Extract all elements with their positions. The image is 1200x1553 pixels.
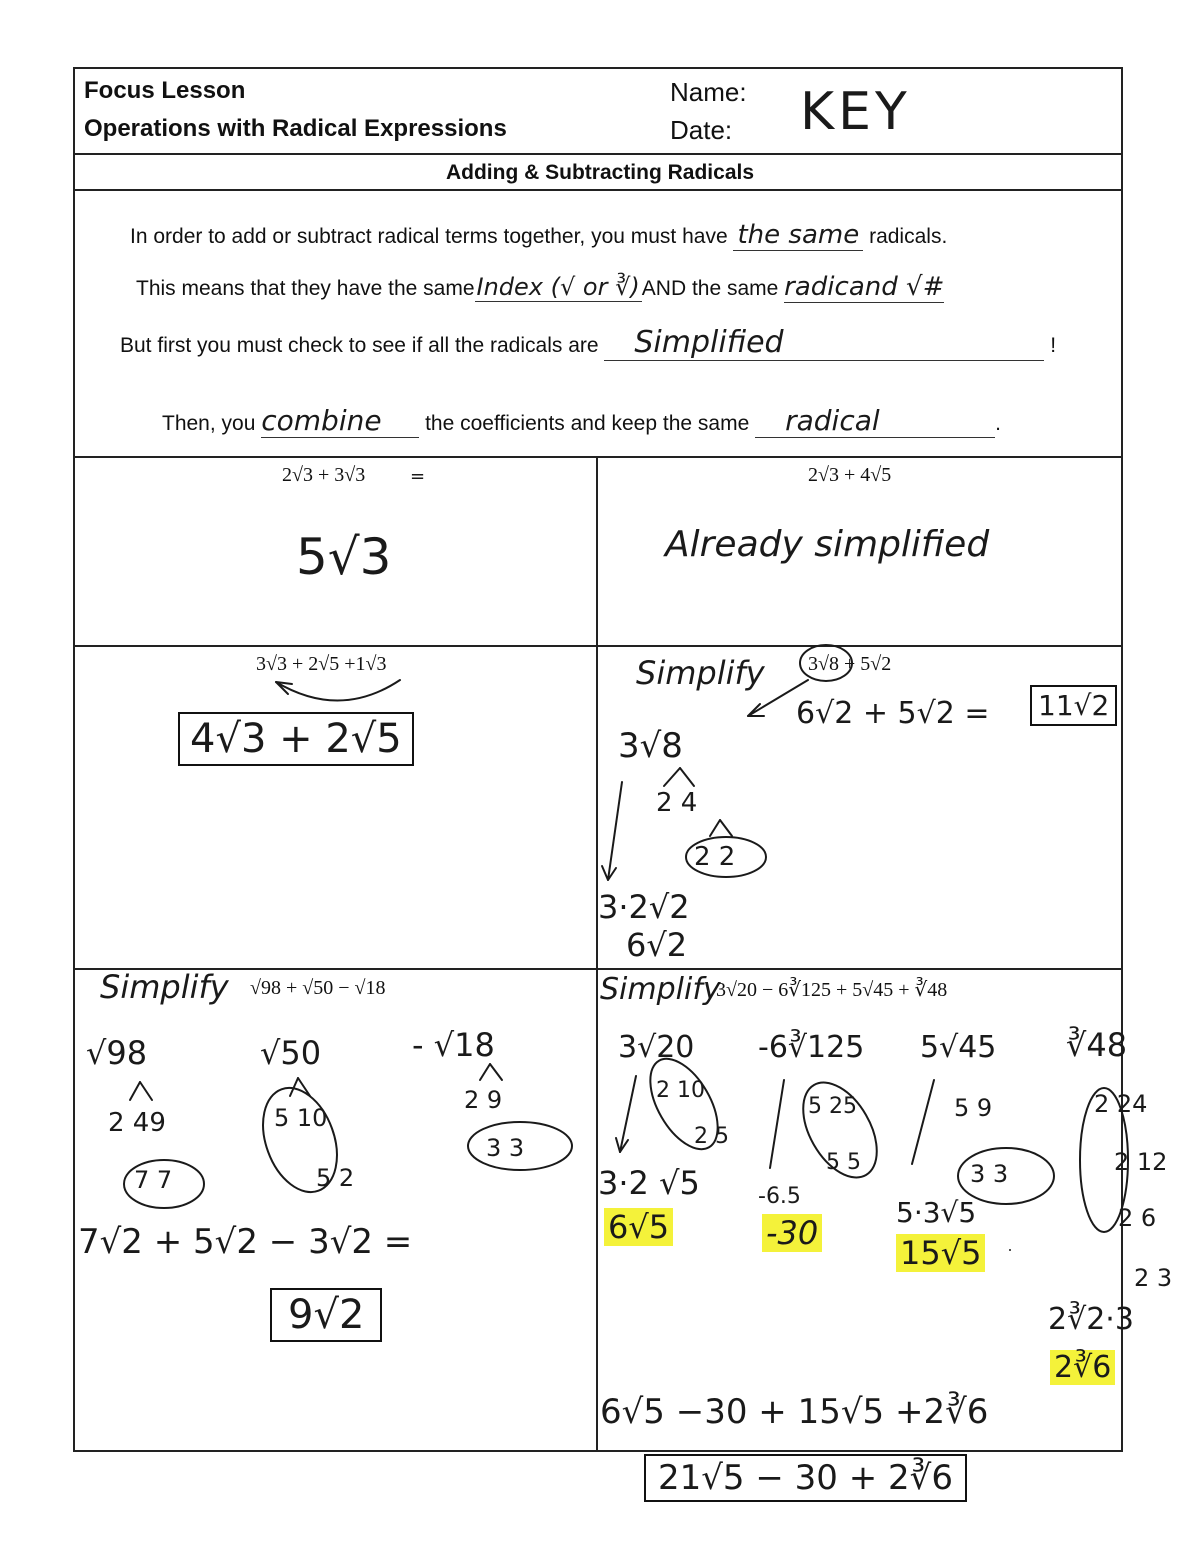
p6-term-4-tree-4: 2 3: [1134, 1264, 1173, 1292]
p5-term-3-pair: 3 3: [486, 1134, 525, 1162]
p1-expression: 2√3 + 3√3: [282, 464, 366, 486]
p4-work-term: 3√8: [618, 726, 683, 766]
p6-term-4-tree-1: 2 24: [1094, 1090, 1148, 1118]
p6-term-4-tree-3: 2 6: [1118, 1204, 1157, 1232]
p2-answer: Already simplified: [665, 524, 990, 565]
note-2-answer-index: Index (√ or ∛): [476, 273, 640, 301]
p4-final: 6√2: [626, 926, 688, 964]
p2-expression: 2√3 + 4√5: [808, 464, 892, 486]
p6-term-2-result: -30: [762, 1214, 822, 1252]
course-label: Focus Lesson: [84, 77, 246, 104]
p6-answer: 21√5 − 30 + 2∛6: [644, 1454, 967, 1502]
p4-tree-factors: 2 4: [656, 788, 698, 818]
p6-term-3-step: 5·3√5: [896, 1196, 977, 1229]
name-value: KEY: [800, 82, 911, 142]
p6-term-1: 3√20: [618, 1030, 695, 1065]
p6-term-2-tree: 5 25: [808, 1094, 857, 1119]
note-3-answer: Simplified: [604, 325, 1044, 361]
p6-term-1-pair: 2 5: [694, 1124, 729, 1149]
note-4-end: .: [995, 412, 1001, 435]
note-2-text: This means that they have the same: [136, 277, 475, 300]
p3-expression: 3√3 + 2√5 +1√3: [256, 653, 387, 675]
p4-result: 6√2 + 5√2 =: [796, 696, 990, 731]
p4-step: 3·2√2: [598, 888, 690, 926]
p5-term-2-tree: 5 10: [274, 1104, 328, 1132]
p5-term-3-tree: 2 9: [464, 1086, 503, 1114]
p5-label: Simplify: [100, 968, 229, 1006]
p6-label: Simplify: [600, 972, 721, 1007]
p5-term-2-pair: 5 2: [316, 1164, 355, 1192]
note-4-text: Then, you: [162, 412, 256, 435]
name-label: Name:: [670, 77, 747, 107]
lesson-title: Operations with Radical Expressions: [84, 115, 507, 142]
p6-expression: 3√20 − 6∛125 + 5√45 + ∛48: [716, 979, 948, 1001]
p6-combined: 6√5 −30 + 15√5 +2∛6: [600, 1392, 989, 1432]
p6-term-4-result: 2∛6: [1050, 1350, 1115, 1385]
p5-combined: 7√2 + 5√2 − 3√2 =: [78, 1222, 413, 1262]
p6-term-1-tree: 2 10: [656, 1078, 705, 1103]
p5-term-1-pair: 7 7: [134, 1166, 173, 1194]
p5-term-3: - √18: [412, 1026, 495, 1064]
p6-term-3-tree: 5 9: [954, 1094, 993, 1122]
p6-term-4-tree-2: 2 12: [1114, 1148, 1168, 1176]
p6-term-2-pair: 5 5: [826, 1150, 861, 1175]
note-2-answer-radicand: radicand √#: [784, 272, 945, 302]
p5-term-1: √98: [86, 1034, 148, 1072]
p3-answer: 4√3 + 2√5: [178, 712, 414, 766]
p6-term-1-result: 6√5: [604, 1208, 673, 1246]
p4-label: Simplify: [636, 654, 765, 692]
p6-term-3-result: 15√5: [896, 1234, 985, 1272]
p6-term-2: -6∛125: [758, 1030, 865, 1065]
p6-term-3: 5√45: [920, 1030, 997, 1065]
p4-expression: 3√8 + 5√2: [808, 653, 892, 675]
note-1-answer: the same: [733, 220, 863, 251]
p6-term-2-step: -6.5: [758, 1184, 801, 1209]
p6-term-1-step: 3·2 √5: [598, 1164, 700, 1202]
note-3-text: But first you must check to see if all the radicals are: [120, 334, 599, 357]
p1-equals: =: [410, 466, 426, 487]
date-label: Date:: [670, 115, 733, 145]
p6-term-3-pair: 3 3: [970, 1160, 1009, 1188]
p5-term-1-tree: 2 49: [108, 1108, 166, 1138]
p5-expression: √98 + √50 − √18: [250, 977, 386, 999]
note-2-mid: AND the same: [641, 277, 779, 300]
p4-answer: 11√2: [1030, 685, 1117, 726]
note-1-end: radicals.: [869, 225, 948, 248]
p6-term-4-step: 2∛2·3: [1048, 1302, 1134, 1337]
section-title: Adding & Subtracting Radicals: [445, 161, 755, 184]
p1-answer: 5√3: [296, 528, 392, 586]
note-3-end: !: [1050, 334, 1057, 357]
p5-answer: 9√2: [270, 1288, 382, 1342]
p4-tree-pair: 2 2: [694, 842, 736, 872]
p6-term-4: ∛48: [1066, 1026, 1128, 1064]
p5-term-2: √50: [260, 1034, 322, 1072]
note-4-answer-radical: radical: [755, 404, 995, 438]
note-1-text: In order to add or subtract radical terms together, you must have: [130, 225, 728, 248]
note-4-mid: the coefficients and keep the same: [425, 412, 750, 435]
note-4-answer-combine: combine: [261, 404, 419, 438]
